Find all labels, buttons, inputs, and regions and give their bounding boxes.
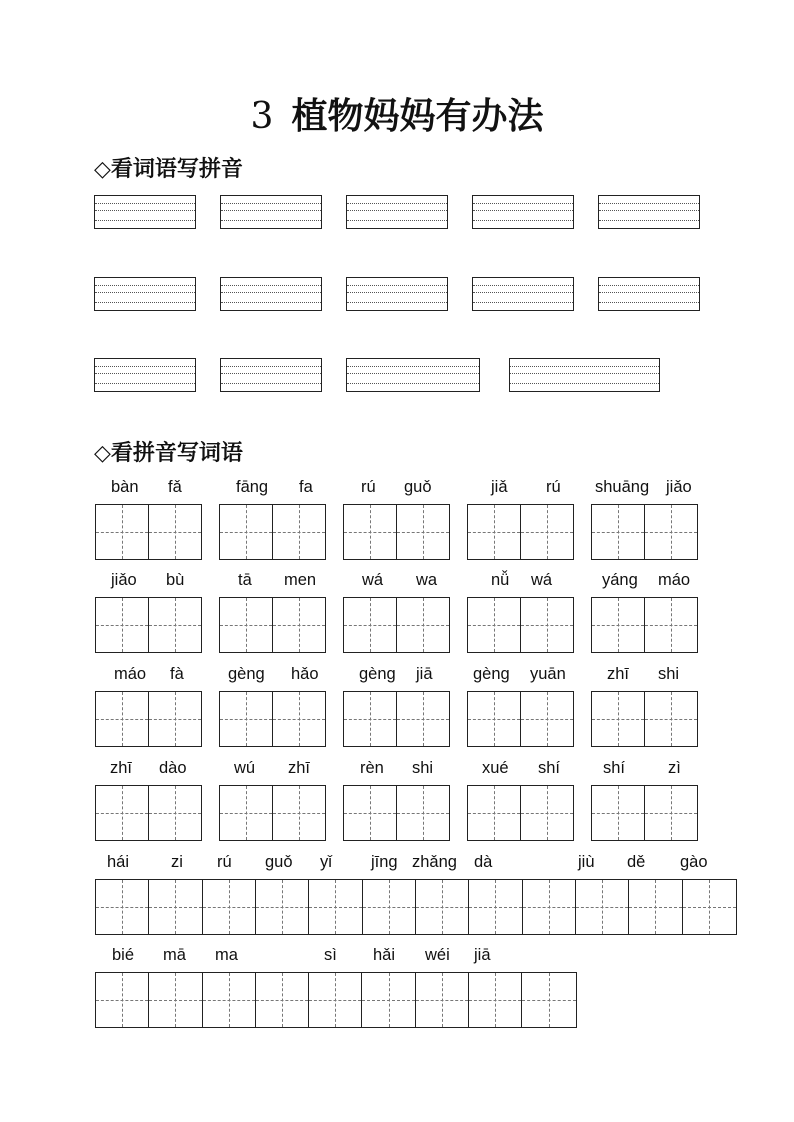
- pinyin-label: shi: [412, 759, 434, 777]
- pinyin-label: jiā: [474, 946, 491, 964]
- character-cell[interactable]: [521, 692, 573, 746]
- pinyin-label: xué: [482, 759, 509, 777]
- character-cell[interactable]: [469, 973, 522, 1027]
- pinyin-label: shi: [658, 665, 680, 683]
- pinyin-label: gèng: [359, 665, 396, 683]
- pinyin-label: men: [284, 571, 317, 589]
- pinyin-label: shuāng: [595, 478, 650, 496]
- character-cell[interactable]: [149, 973, 202, 1027]
- character-cell[interactable]: [309, 880, 362, 934]
- character-cell[interactable]: [96, 786, 149, 840]
- pinyin-label: rú: [217, 853, 232, 871]
- character-cell[interactable]: [523, 880, 576, 934]
- pinyin-label: zi: [171, 853, 183, 871]
- character-cell[interactable]: [344, 505, 397, 559]
- pinyin-label: rú: [361, 478, 376, 496]
- character-cell[interactable]: [522, 973, 575, 1027]
- character-grid: [467, 785, 574, 841]
- pinyin-label: jīng: [371, 853, 398, 871]
- character-cell[interactable]: [363, 880, 416, 934]
- pinyin-label: gào: [680, 853, 708, 871]
- pinyin-label: dà: [474, 853, 493, 871]
- pinyin-label: yuān: [530, 665, 566, 683]
- character-cell[interactable]: [149, 880, 202, 934]
- character-cell[interactable]: [645, 786, 697, 840]
- pinyin-answer-box[interactable]: [94, 277, 196, 311]
- character-cell[interactable]: [149, 692, 201, 746]
- character-grid: [95, 597, 202, 653]
- character-cell[interactable]: [220, 692, 273, 746]
- pinyin-label: yǐ: [320, 853, 332, 871]
- pinyin-label: fa: [299, 478, 313, 496]
- pinyin-label: zhī: [110, 759, 133, 777]
- character-cell[interactable]: [576, 880, 629, 934]
- character-grid: [591, 504, 698, 560]
- character-cell[interactable]: [203, 880, 256, 934]
- character-cell[interactable]: [96, 880, 149, 934]
- section-pinyin-heading: ◇看词语写拼音: [94, 156, 243, 182]
- pinyin-label: bù: [166, 571, 185, 589]
- character-grid: [343, 785, 450, 841]
- pinyin-label: fāng: [236, 478, 269, 496]
- pinyin-answer-box[interactable]: [598, 277, 700, 311]
- page-title: [0, 88, 794, 139]
- pinyin-label: zhī: [607, 665, 630, 683]
- character-grid: [467, 504, 574, 560]
- character-cell[interactable]: [96, 973, 149, 1027]
- character-grid: [95, 879, 737, 935]
- pinyin-label: hǎi: [373, 946, 396, 964]
- pinyin-answer-box[interactable]: [94, 358, 196, 392]
- character-cell[interactable]: [629, 880, 682, 934]
- character-grid: [591, 785, 698, 841]
- pinyin-answer-box[interactable]: [220, 195, 322, 229]
- character-cell[interactable]: [273, 598, 325, 652]
- character-cell[interactable]: [256, 973, 309, 1027]
- character-cell[interactable]: [344, 692, 397, 746]
- pinyin-label: nǚ: [491, 571, 510, 589]
- pinyin-label: máo: [658, 571, 691, 589]
- character-cell[interactable]: [220, 505, 273, 559]
- character-grid: [95, 972, 577, 1028]
- pinyin-label: dě: [627, 853, 646, 871]
- character-cell[interactable]: [309, 973, 362, 1027]
- pinyin-answer-box[interactable]: [220, 277, 322, 311]
- lesson-number: 3: [250, 96, 274, 137]
- pinyin-label: hǎo: [291, 665, 319, 683]
- character-grid: [95, 691, 202, 747]
- character-cell[interactable]: [149, 786, 201, 840]
- character-grid: [467, 597, 574, 653]
- character-cell[interactable]: [220, 598, 273, 652]
- section-words-heading: ◇看拼音写词语: [94, 440, 243, 466]
- character-cell[interactable]: [645, 692, 697, 746]
- character-cell[interactable]: [592, 786, 645, 840]
- pinyin-label: rèn: [360, 759, 384, 777]
- pinyin-answer-box[interactable]: [94, 195, 196, 229]
- character-cell[interactable]: [96, 692, 149, 746]
- pinyin-label: yáng: [602, 571, 638, 589]
- character-cell[interactable]: [468, 786, 521, 840]
- character-cell[interactable]: [397, 692, 449, 746]
- pinyin-label: guǒ: [404, 478, 432, 496]
- character-cell[interactable]: [592, 505, 645, 559]
- character-cell[interactable]: [416, 880, 469, 934]
- pinyin-label: shí: [538, 759, 561, 777]
- pinyin-label: gèng: [473, 665, 510, 683]
- pinyin-answer-box[interactable]: [346, 277, 448, 311]
- pinyin-answer-box[interactable]: [346, 358, 480, 392]
- pinyin-answer-box[interactable]: [472, 277, 574, 311]
- pinyin-label: mā: [163, 946, 186, 964]
- pinyin-label: shí: [603, 759, 626, 777]
- character-cell[interactable]: [273, 505, 325, 559]
- pinyin-label: wa: [416, 571, 438, 589]
- character-cell[interactable]: [96, 505, 149, 559]
- pinyin-label: jiǎo: [666, 478, 692, 496]
- pinyin-label: bàn: [111, 478, 139, 496]
- character-grid: [343, 504, 450, 560]
- character-cell[interactable]: [203, 973, 256, 1027]
- pinyin-answer-box[interactable]: [472, 195, 574, 229]
- character-cell[interactable]: [362, 973, 415, 1027]
- pinyin-label: wá: [362, 571, 384, 589]
- pinyin-label: wéi: [425, 946, 450, 964]
- pinyin-label: wá: [531, 571, 553, 589]
- pinyin-answer-box[interactable]: [220, 358, 322, 392]
- pinyin-label: máo: [114, 665, 147, 683]
- pinyin-label: jiā: [416, 665, 433, 683]
- pinyin-label: jiǎ: [491, 478, 508, 496]
- character-cell[interactable]: [96, 598, 149, 652]
- character-cell[interactable]: [592, 692, 645, 746]
- pinyin-label: zhǎng: [412, 853, 457, 871]
- character-cell[interactable]: [256, 880, 309, 934]
- pinyin-label: ma: [215, 946, 238, 964]
- character-cell[interactable]: [469, 880, 522, 934]
- character-grid: [219, 785, 326, 841]
- character-cell[interactable]: [416, 973, 469, 1027]
- character-grid: [343, 597, 450, 653]
- pinyin-label: guǒ: [265, 853, 293, 871]
- pinyin-label: rú: [546, 478, 561, 496]
- pinyin-label: fà: [170, 665, 184, 683]
- character-cell[interactable]: [397, 598, 449, 652]
- character-cell[interactable]: [149, 598, 201, 652]
- pinyin-answer-box[interactable]: [509, 358, 660, 392]
- character-cell[interactable]: [220, 786, 273, 840]
- character-cell[interactable]: [645, 598, 697, 652]
- pinyin-label: bié: [112, 946, 135, 964]
- character-cell[interactable]: [521, 505, 573, 559]
- pinyin-answer-box[interactable]: [598, 195, 700, 229]
- pinyin-label: sì: [324, 946, 337, 964]
- character-grid: [219, 504, 326, 560]
- character-cell[interactable]: [521, 598, 573, 652]
- character-grid: [219, 691, 326, 747]
- pinyin-label: tā: [238, 571, 252, 589]
- pinyin-label: wú: [234, 759, 256, 777]
- character-cell[interactable]: [468, 505, 521, 559]
- lesson-title: 植物妈妈有办法: [291, 95, 544, 137]
- pinyin-label: zhī: [288, 759, 311, 777]
- character-cell[interactable]: [344, 786, 397, 840]
- character-cell[interactable]: [397, 505, 449, 559]
- character-cell[interactable]: [645, 505, 697, 559]
- character-cell[interactable]: [468, 598, 521, 652]
- character-cell[interactable]: [344, 598, 397, 652]
- character-grid: [343, 691, 450, 747]
- pinyin-label: jiǎo: [111, 571, 137, 589]
- pinyin-label: gèng: [228, 665, 265, 683]
- character-grid: [219, 597, 326, 653]
- character-grid: [95, 504, 202, 560]
- pinyin-label: dào: [159, 759, 187, 777]
- character-grid: [467, 691, 574, 747]
- pinyin-label: zì: [668, 759, 681, 777]
- character-cell[interactable]: [273, 692, 325, 746]
- character-cell[interactable]: [273, 786, 325, 840]
- character-cell[interactable]: [397, 786, 449, 840]
- character-cell[interactable]: [149, 505, 201, 559]
- pinyin-label: fǎ: [168, 478, 182, 496]
- character-cell[interactable]: [683, 880, 736, 934]
- character-grid: [591, 597, 698, 653]
- character-cell[interactable]: [592, 598, 645, 652]
- pinyin-answer-box[interactable]: [346, 195, 448, 229]
- pinyin-label: jiù: [578, 853, 595, 871]
- character-cell[interactable]: [521, 786, 573, 840]
- character-grid: [95, 785, 202, 841]
- character-grid: [591, 691, 698, 747]
- character-cell[interactable]: [468, 692, 521, 746]
- pinyin-label: hái: [107, 853, 130, 871]
